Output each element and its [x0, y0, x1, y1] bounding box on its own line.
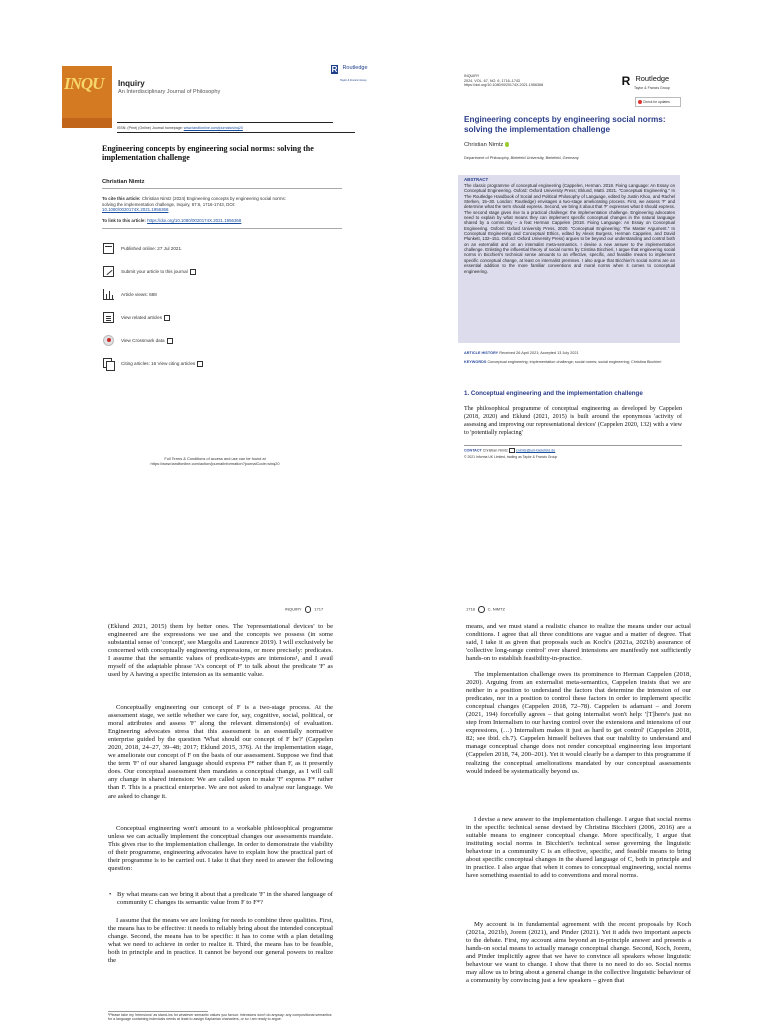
publisher-logo	[331, 65, 368, 82]
submit-article-link[interactable]: Submit your article to this journal	[121, 269, 196, 275]
document-icon	[103, 312, 114, 323]
bullet-item: • By what means can we bring it about that a predicate 'F' in the shared language of community C changes its semantic value from F to F*?	[109, 891, 333, 907]
contact-email-link[interactable]: cnimtz@uni-bielefeld.de	[515, 448, 556, 453]
external-link-icon	[167, 338, 173, 344]
paragraph: (Eklund 2021, 2015) them by better ones. The 'representational devices' to be engineered are the expressions we use and the concepts we possess (in some substantial sense of 'concept', see Margolis and Laurence 2019). I will exclusively be concerned with conceptually engineering expressions, or more precisely: predicates. I assume that the semantic values of predicate-types are intensions¹, and I avail myself of the adaptable phrase 'A's concept of F' to talk about the predicate 'F' as used by A having a specific intension as its semantic value.	[108, 623, 333, 679]
affiliation: Department of Philosophy, Bielefeld University, Bielefeld, Germany	[464, 155, 579, 160]
journal-title: Inquiry	[118, 79, 145, 88]
publisher-subtitle: Taylor & Francis Group	[634, 86, 670, 90]
abstract-label: ABSTRACT	[464, 177, 489, 182]
calendar-icon	[103, 243, 114, 254]
header-logo-icon	[478, 606, 485, 613]
running-header: INQUIRY 1717	[285, 606, 324, 612]
paragraph: Conceptually engineering our concept of F is a two-stage process. At the assessment stage, we settle whether we care for, say, cognitive, social, political, or moral attributes and assess 'F' along the relevant dimension(s) of evaluation. Engineering advocates stress that this assessment is an essentially normative enterprise guided by the question 'What should our concept of F be?' (Cappelen 2020, 2018, 24–27, 39–48; 2017; Eklund 2015, 376). At the implementation stage, we ameliorate our concept of F on the basis of our assessment. Suppose we find that the term 'F' of our shared language should express F* rather than F, as it presently does. Our conceptual assessment then mandates a conceptual change, as I will call any change in shared intension: We are called upon to make 'F' express F* rather than F. This is a practical enterprise. We are not asked to analyse our language. We are asked to change it.	[108, 704, 333, 800]
paragraph: I devise a new answer to the implementation challenge. I argue that social norms in the specific technical sense devised by Christina Bicchieri (2006, 2016) are a suitable means to engineer conceptual change. More specifically, I argue that instituting social norms in Bicchieri's technical sense governing the linguistic behaviour in a community C is an effective, specific, and feasible means to bring about specific conceptual changes in the shared language of C, both in principle and in practice. I also argue that when it comes to conceptual engineering, social norms have something essential to add to conventions and moral norms.	[466, 816, 691, 880]
routledge-icon: R	[331, 65, 338, 74]
publisher-logo	[621, 74, 670, 90]
history-text: Received 26 April 2021; Accepted 13 July 2021	[499, 351, 579, 355]
cover-top-rule	[117, 122, 333, 123]
citing-icon	[103, 358, 114, 369]
crossmark-icon	[103, 335, 114, 346]
journal-homepage-link[interactable]: www.tandfonline.com/journals/sinq20	[183, 126, 243, 130]
paragraph: Conceptual engineering won't amount to a workable philosophical programme unless we can actually implement the conceptual changes our assessments mandate. This gives rise to the implementation challenge. In order to demonstrate the viability of their programme, engineering advocates have to explain how the practical part of their programme is to be carried out. I take it that they need to answer the following question:	[108, 825, 333, 873]
article-page-1718	[458, 603, 698, 1023]
publisher-name: Routledge	[635, 74, 670, 83]
running-header-left	[464, 74, 543, 88]
running-header	[466, 606, 505, 613]
bullet-icon: •	[109, 891, 112, 898]
related-articles-link[interactable]: View related articles	[121, 315, 170, 321]
cover-links-rule	[102, 228, 342, 229]
contact-name: Christian Nimtz	[482, 448, 508, 453]
article-first-page	[455, 70, 695, 510]
published-online-text: Published online: 27 Jul 2021.	[121, 246, 183, 251]
footnote-rule	[108, 1011, 208, 1012]
publisher-subtitle: Taylor & Francis Group	[340, 79, 367, 82]
cover-article-title: Engineering concepts by engineering social norms: solving the implementation challenge	[102, 144, 314, 163]
footnote: ¹Please take my 'intensions' as stand-ins for whatever semantic values you favour. Intensions won't do anyway: any compositional semantics for a language containing indexicals needs at least to assign Kaplanian characters, or so I am ready to argue.	[108, 1013, 332, 1022]
edit-icon	[103, 266, 114, 277]
link-block	[102, 218, 241, 223]
header-doi: https://doi.org/10.1080/0020174X.2021.1956368	[464, 83, 544, 88]
external-link-icon	[164, 315, 170, 321]
paragraph: means, and we must stand a realistic chance to realize the means under our actual conditions. I agree that all three conditions are vague and a matter of degree. That said, I take it as given that proposals such as Koch's (2021a, 2021b) assurance of 'collective long-range control' over shared intensions are manifestly not sufficiently hands-on to establish feasibility-in-practice.	[466, 623, 691, 663]
footnote-rule	[464, 445, 682, 446]
article-history	[464, 351, 579, 355]
page-number: 1718	[466, 606, 475, 612]
keywords-label: KEYWORDS	[464, 360, 487, 364]
cover-page	[55, 55, 375, 475]
cover-info-row	[103, 243, 303, 257]
section-heading: 1. Conceptual engineering and the implementation challenge	[464, 390, 643, 397]
article-page-1717	[100, 603, 340, 1023]
cover-author: Christian Nimtz	[102, 179, 145, 185]
email-icon	[509, 448, 515, 453]
header-journal: INQUIRY	[464, 74, 480, 78]
link-label: To link to this article:	[102, 218, 148, 223]
cover-info-row	[103, 289, 303, 303]
article-title: Engineering concepts by engineering social norms: solving the implementation challenge	[464, 115, 666, 134]
cite-label: To cite this article:	[102, 196, 141, 201]
history-label: ARTICLE HISTORY	[464, 351, 499, 355]
contact-line	[464, 448, 555, 453]
cover-info-row[interactable]	[103, 312, 303, 326]
header-author: C. NIMTZ	[487, 606, 505, 612]
check-for-updates-button[interactable]: Check for updates	[635, 97, 681, 107]
cite-doi-link[interactable]: 10.1080/0020174X.2021.1956368	[102, 207, 169, 213]
article-doi-link[interactable]: https://doi.org/10.1080/0020174X.2021.1956368	[147, 218, 242, 223]
cover-info-row[interactable]	[103, 266, 303, 280]
cite-text: Christian Nimtz (2024) Engineering concepts by engineering social norms: solving the implementation challenge, Inquiry, 67:6, 1716-1743, DOI:	[102, 196, 286, 207]
cover-rule-2	[117, 132, 333, 133]
cover-info-row[interactable]	[103, 335, 303, 349]
check-updates-icon	[638, 100, 642, 104]
paragraph: I assume that the means we are looking for needs to combine three qualities. First, the means has to be effective: it needs to reliably bring about the intended conceptual change. Second, the means has to be specific: it has to come with a plan detailing what we need to achieve in order to realize it. Third, the means has to be feasible, both in principle and in practice. It cannot be beyond our general powers to realize the	[108, 917, 333, 965]
keywords-text: Conceptual engineering; implementation challenge; social norms; social engineering; Christina Bicchieri	[487, 360, 662, 364]
paragraph: The implementation challenge owes its prominence to Herman Cappelen (2018, 2020). Arguing from an externalist meta-semantics, Cappelen insists that we are neither in a position to understand the factors that determine the intension of our predicates, nor in a position to control these factors in order to implement specific conceptual changes (Cappelen 2018, 72–78). Cappelen is adamant – and Jorem (2021, 194) forcefully agrees – that going internalist won't help: '[T]here's just no step from Internalism to our having control over the extensions and intensions of our expressions, (…) Internalism makes it just as hard to get control' (Cappelen 2018, 82; see ibid. ch.7). Cappelen himself believes that our inability to understand and manage conceptual change does not render conceptual engineering less important (Cappelen 2018, 74, 200–201). Yet it would clearly be a damper to this programme if realizing the conceptual ameliorations mandated by our conceptual assessments would indeed be systematically beyond us.	[466, 671, 691, 775]
cover-rule-right	[331, 132, 355, 133]
header-volume: 2024, VOL. 67, NO. 6, 1716–1743	[464, 78, 520, 83]
crossmark-link[interactable]: View Crossmark data	[121, 338, 173, 344]
abstract-text: The classic programme of conceptual engineering (Cappelen, Herman. 2018. Fixing Language: An Essay on Conceptual Engineering. Oxford: Oxford University Press; Eklund, Matti. 2021. "Conceptual Engineering." In The Routledge Handbook of Social and Political Philosophy of Language, edited by Justin Khoo, and Rachel Sterken, 15–30. London: Routledge) envisages a two-stage ameliorating process. First, we assess 'F' and determine what the term should express. Second, we bring it about that 'F' expresses what it should express. The second stage gives rise to a practical challenge: the implementation challenge. Engineering advocates need to explain by what means they can implement specific conceptual changes in the natural language shared by a community – a feat Herman Cappelen (2018. Fixing Language: An Essay on Conceptual Engineering. Oxford: Oxford University Press, 2020. "Conceptual Engineering: The Master Argument." In Conceptual Engineering and Conceptual Ethics, edited by Alexis Burgess, Herman Cappelen, and David Plunkett, 132–151. Oxford: Oxford University Press) argues to be beyond our understanding and control both on an externalist and on an internalist meta-semantics. I devise a new answer to the implementation challenge. Enlisting the influential theory of social norms by Cristina Bicchieri, I argue that engineering social norms in Bicchieri's technical sense amounts to an effective, specific, and feasible means to implement specific conceptual change, at least on internalist premises. I also argue that Bicchieri's social norms are an essential addition to the more familiar conventions and moral norms when it comes to conceptual engineering.	[464, 183, 675, 274]
article-views-text: Article views: 688	[121, 292, 157, 297]
header-logo-icon	[305, 606, 312, 613]
orcid-icon[interactable]	[505, 142, 510, 147]
issn-line: ISSN: (Print) (Online) Journal homepage: www.tandfonline.com/journals/sinq20	[117, 126, 243, 130]
cover-author-rule	[102, 188, 342, 189]
routledge-icon: R	[621, 74, 631, 88]
cite-block	[102, 196, 292, 213]
external-link-icon	[197, 361, 203, 367]
article-author: Christian Nimtz	[464, 142, 509, 148]
cover-info-row[interactable]	[103, 358, 303, 372]
bar-chart-icon	[103, 289, 114, 300]
section-text: The philosophical programme of conceptual engineering as developed by Cappelen (2018, 2020) and Eklund (2021, 2015) is built around the eponymous 'activity of assessing and improving our representational devices' (Cappelen 2020, 132) with a view to 'potentially replacing'	[464, 406, 682, 437]
paragraph: My account is in fundamental agreement with the recent proposals by Koch (2021a, 2021b), Jorem (2021), and Pinder (2021). Yet it adds two important aspects to the debate. First, my account aims beyond an in-principle answer and presents a hands-on social means to actually manage conceptual change. Second, Koch, Jorem, and Pinder implicitly agree that we have to convince all speakers whose linguistic behaviour we want to change. I show that there is no need to do so. Social norms may allow us to bring about a general change in the collective linguistic behaviour of a community by convincing just a few speakers – given that	[466, 921, 691, 985]
external-link-icon	[190, 269, 196, 275]
cover-footer	[115, 456, 315, 466]
contact-label: CONTACT	[464, 448, 482, 453]
page-number: 1717	[314, 606, 324, 612]
terms-line: Full Terms & Conditions of access and use can be found at	[164, 456, 266, 461]
copyright: © 2021 Informa UK Limited, trading as Taylor & Francis Group	[464, 455, 558, 459]
keywords	[464, 360, 690, 365]
journal-cover-logo: INQU	[62, 66, 112, 128]
abstract-box	[458, 175, 680, 343]
publisher-name: Routledge	[342, 65, 368, 71]
citing-articles-link[interactable]: Citing articles: 16 View citing articles	[121, 361, 203, 367]
journal-subtitle: An Interdisciplinary Journal of Philosophy	[118, 89, 221, 95]
terms-link[interactable]: https://www.tandfonline.com/action/journalInformation?journalCode=sinq20	[150, 461, 280, 466]
